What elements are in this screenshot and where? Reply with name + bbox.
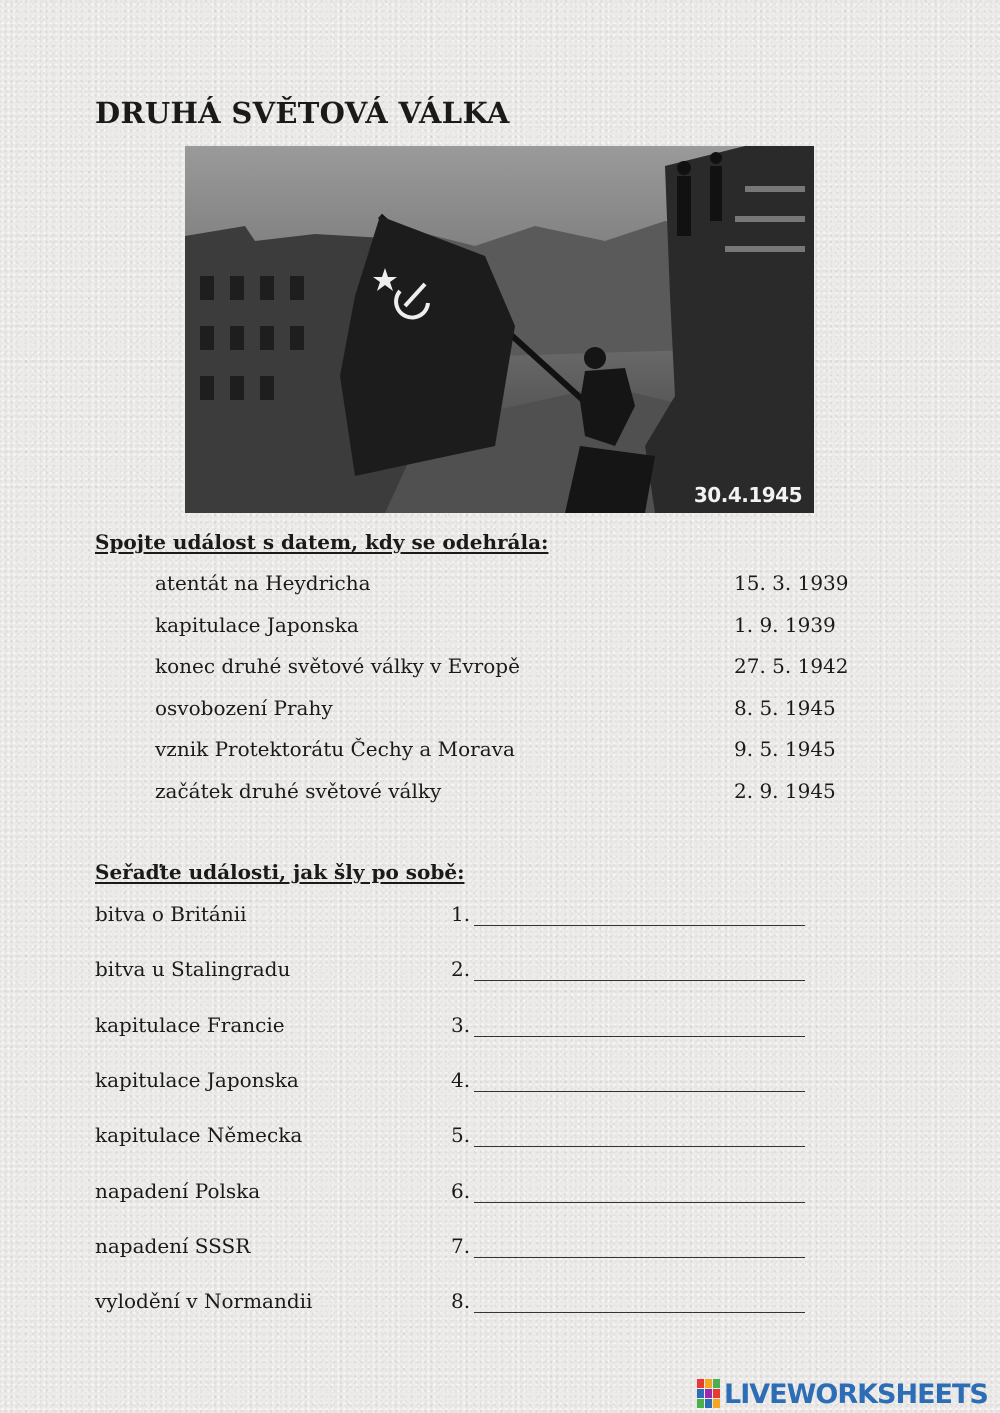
order-row — [95, 902, 815, 930]
answer-input[interactable] — [474, 1091, 805, 1092]
match-date[interactable]: 1. 9. 1939 — [734, 613, 836, 637]
answer-input[interactable] — [474, 925, 805, 926]
match-date[interactable]: 27. 5. 1942 — [734, 654, 849, 678]
photo-date-caption: 30.4.1945 — [693, 483, 802, 507]
order-row — [95, 1123, 815, 1151]
order-number: 3. — [451, 1013, 471, 1037]
match-row — [155, 779, 855, 805]
order-event: kapitulace Japonska — [95, 1068, 299, 1092]
match-row — [155, 737, 855, 763]
order-number: 2. — [451, 957, 471, 981]
answer-input[interactable] — [474, 1146, 805, 1147]
match-date[interactable]: 2. 9. 1945 — [734, 779, 836, 803]
order-event: bitva o Británii — [95, 902, 247, 926]
order-row — [95, 1068, 815, 1096]
order-event: bitva u Stalingradu — [95, 957, 291, 981]
answer-input[interactable] — [474, 1312, 805, 1313]
order-event: kapitulace Francie — [95, 1013, 285, 1037]
answer-input[interactable] — [474, 980, 805, 981]
match-row — [155, 571, 855, 597]
match-date[interactable]: 8. 5. 1945 — [734, 696, 836, 720]
match-event[interactable]: začátek druhé světové války — [155, 779, 442, 803]
answer-input[interactable] — [474, 1202, 805, 1203]
order-row — [95, 1234, 815, 1262]
liveworksheets-brand — [697, 1377, 988, 1411]
match-row — [155, 613, 855, 639]
liveworksheets-logo-icon — [697, 1379, 721, 1409]
order-section-heading: Seřaďte události, jak šly po sobě: — [95, 860, 465, 884]
match-event[interactable]: atentát na Heydricha — [155, 571, 371, 595]
order-number: 1. — [451, 902, 471, 926]
order-row — [95, 1013, 815, 1041]
order-row — [95, 1179, 815, 1207]
match-date[interactable]: 15. 3. 1939 — [734, 571, 849, 595]
match-row — [155, 654, 855, 680]
page-title: DRUHÁ SVĚTOVÁ VÁLKA — [95, 96, 510, 130]
match-event[interactable]: osvobození Prahy — [155, 696, 333, 720]
order-row — [95, 957, 815, 985]
match-event[interactable]: kapitulace Japonska — [155, 613, 359, 637]
answer-input[interactable] — [474, 1036, 805, 1037]
match-row — [155, 696, 855, 722]
brand-text: LIVEWORKSHEETS — [724, 1378, 988, 1410]
order-event: kapitulace Německa — [95, 1123, 303, 1147]
order-number: 7. — [451, 1234, 471, 1258]
match-event[interactable]: vznik Protektorátu Čechy a Morava — [155, 737, 515, 761]
order-number: 8. — [451, 1289, 471, 1313]
match-event[interactable]: konec druhé světové války v Evropě — [155, 654, 520, 678]
match-section-heading: Spojte událost s datem, kdy se odehrála: — [95, 530, 549, 554]
answer-input[interactable] — [474, 1257, 805, 1258]
order-event: napadení Polska — [95, 1179, 261, 1203]
order-number: 6. — [451, 1179, 471, 1203]
order-event: vylodění v Normandii — [95, 1289, 313, 1313]
order-row — [95, 1289, 815, 1317]
order-number: 4. — [451, 1068, 471, 1092]
order-number: 5. — [451, 1123, 471, 1147]
match-date[interactable]: 9. 5. 1945 — [734, 737, 836, 761]
order-event: napadení SSSR — [95, 1234, 251, 1258]
flag-raising-photo — [185, 146, 814, 513]
